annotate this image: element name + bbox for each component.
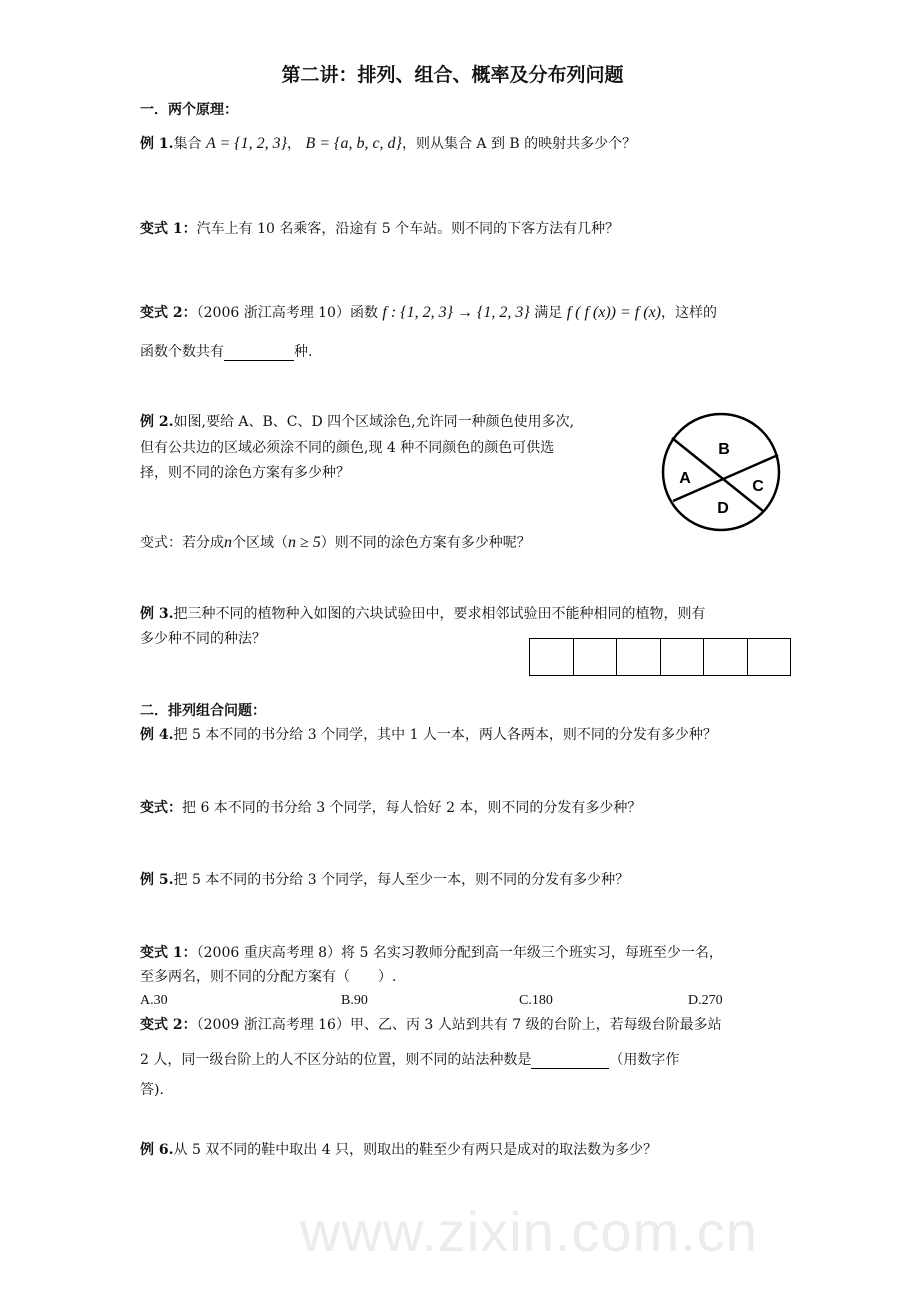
label: 例 5. [140,872,174,888]
label: 变式： [140,800,182,816]
answer-blank [531,1054,609,1069]
label: 例 6. [140,1142,174,1158]
math: B = {a, b, c, d} [305,135,402,152]
math: n ≥ 5 [288,534,321,551]
label: 例 1. [140,136,174,152]
variant-2 [140,304,717,322]
text: ）则不同的涂色方案有多少种呢？ [320,535,531,551]
region-label-c: C [752,478,764,495]
text: 函数个数共有 [140,344,224,360]
text: 把 5 本不同的书分给 3 个同学，每人至少一本，则不同的分发有多少种？ [173,872,630,888]
label: 变式 1： [140,221,197,237]
text: 把 6 本不同的书分给 3 个同学，每人恰好 2 本，则不同的分发有多少种？ [182,800,642,816]
option-c: C.180 [519,993,553,1008]
label: 变式 1： [140,945,197,961]
field-cell [617,638,661,676]
field-cell [661,638,705,676]
field-cell [530,638,574,676]
example-4-variant [140,799,641,817]
six-field-grid [529,638,791,676]
example-5-variant-2 [140,1016,722,1034]
example-3-line2: 多少种不同的种法？ [140,631,266,647]
example-1 [140,135,636,153]
label: 例 3. [140,606,174,622]
text: ，则从集合 A 到 B 的映射共多少个？ [401,136,637,152]
section-heading-1: 一．两个原理： [140,102,238,118]
example-5-variant-1-line2: 至多两名，则不同的分配方案有（ ）. [140,969,397,985]
example-2-variant [140,534,531,552]
example-5-variant-2-line2 [140,1051,679,1069]
region-label-a: A [679,470,691,487]
field-cell [748,638,792,676]
text: 从 5 双不同的鞋中取出 4 只，则取出的鞋至少有两只是成对的取法数为多少？ [173,1142,658,1158]
example-4 [140,726,717,744]
text: 2 人，同一级台阶上的人不区分站的位置，则不同的站法种数是 [140,1052,532,1068]
example-5 [140,871,629,889]
region-label-d: D [717,500,729,517]
example-2-line3: 择，则不同的涂色方案有多少种？ [140,465,350,481]
label: 变式 2： [140,305,197,321]
text: 种. [294,344,313,360]
example-6 [140,1141,657,1159]
option-b: B.90 [341,993,368,1008]
math: f ( f (x)) = f (x) [566,304,662,321]
label: 变式 2： [140,1017,197,1033]
text: 把 5 本不同的书分给 3 个同学，其中 1 人一本，两人各两本，则不同的分发有多少种？ [173,727,717,743]
field-cell [704,638,748,676]
example-2-line2: 但有公共边的区域必须涂不同的颜色,现 4 种不同颜色的颜色可供选 [140,440,555,456]
text: 把三种不同的植物种入如图的六块试验田中，要求相邻试验田不能种相同的植物，则有 [173,606,706,622]
math: A = {1, 2, 3} [205,135,288,152]
section-heading-2: 二．排列组合问题： [140,703,266,719]
example-3 [140,605,706,623]
text: （用数字作 [609,1052,680,1068]
region-label-b: B [718,441,730,458]
text: 个区域（ [232,535,288,551]
math: f : {1, 2, 3} → {1, 2, 3} [382,304,530,321]
label: 例 2. [140,414,174,430]
math: n [224,534,232,551]
text: （2009 浙江高考理 16）甲、乙、丙 3 人站到共有 7 级的台阶上，若每级台阶最多站 [196,1017,722,1033]
text: ，这样的 [661,305,718,321]
example-5-variant-2-line3: 答). [140,1082,164,1098]
example-2 [140,413,574,431]
option-a: A.30 [140,993,168,1008]
text: 如图,要给 A、B、C、D 四个区域涂色,允许同一种颜色使用多次, [173,414,575,430]
text: 汽车上有 10 名乘客，沿途有 5 个车站。则不同的下客方法有几种？ [196,221,620,237]
answer-blank [224,346,294,361]
example-5-variant-1 [140,944,723,962]
text: 集合 [173,136,206,152]
page-title: 第二讲：排列、组合、概率及分布列问题 [281,64,624,86]
text: 满足 [529,305,567,321]
watermark: www.zixin.com.cn [300,1200,758,1263]
label: 例 4. [140,727,174,743]
text: 变式：若分成 [140,535,224,551]
text: ， [287,136,306,152]
text: （2006 重庆高考理 8）将 5 名实习教师分配到高一年级三个班实习，每班至少一名， [196,945,723,961]
text: （2006 浙江高考理 10）函数 [196,305,383,321]
field-cell [574,638,618,676]
option-d: D.270 [688,993,723,1008]
variant-2-line2 [140,343,312,361]
variant-1 [140,220,619,238]
four-region-circle-diagram [655,405,790,540]
